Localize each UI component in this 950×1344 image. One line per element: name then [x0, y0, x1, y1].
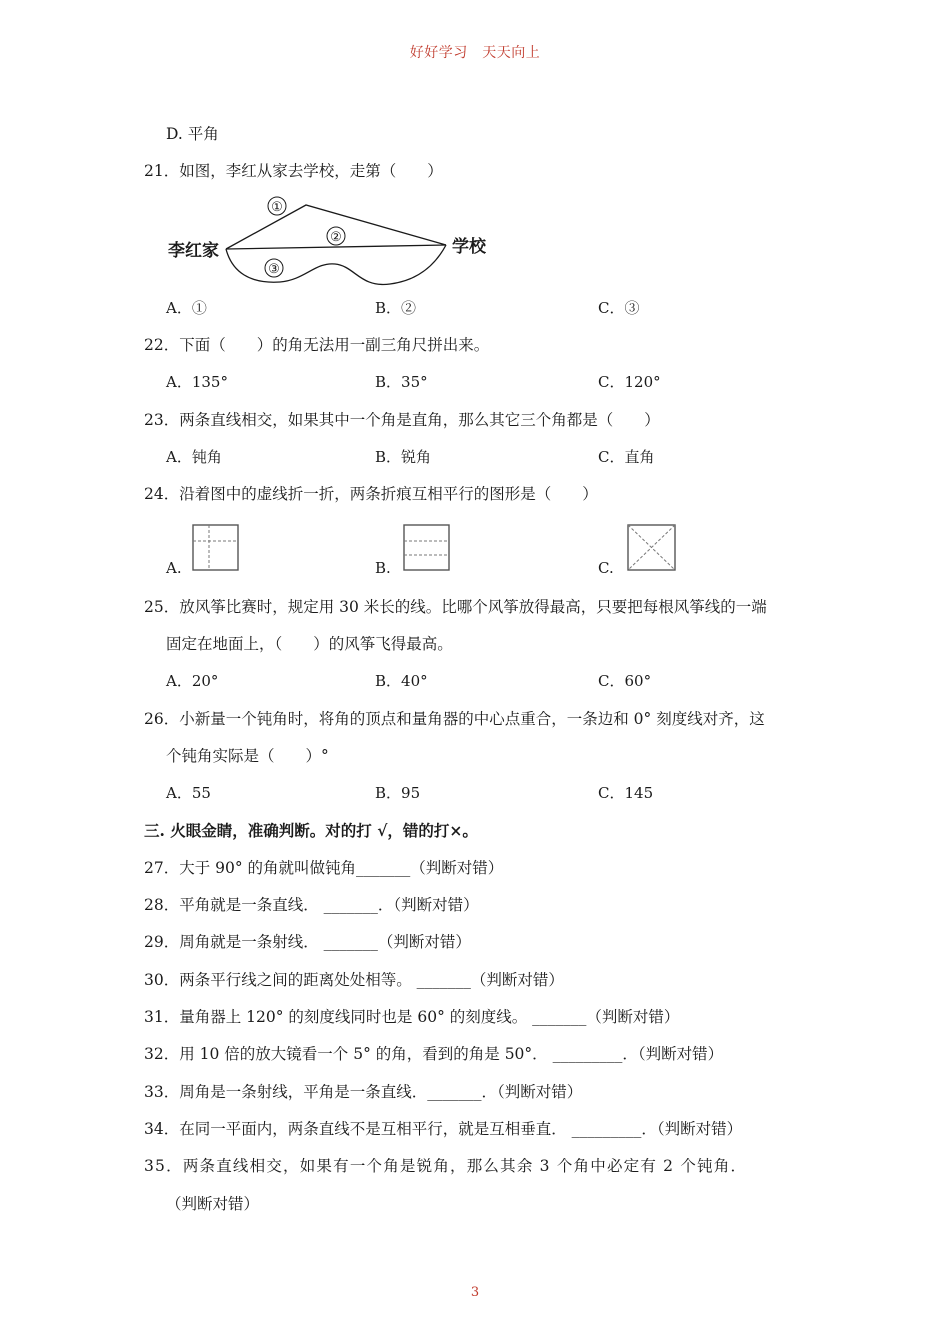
q24-figure-b	[403, 524, 451, 572]
page-header: 好好学习 天天向上	[409, 45, 541, 61]
q32-text: 32．用 10 倍的放大镜看一个 5° 的角，看到的角是 50°． _________．（判断对错）	[144, 1045, 724, 1063]
route-3-label: ③	[268, 262, 280, 277]
q22-option-a: A．135°	[166, 373, 228, 391]
page-number: 3	[470, 1285, 480, 1300]
q23-option-a: A．钝角	[166, 448, 222, 466]
q22-option-c: C．120°	[598, 373, 661, 391]
q26-option-b: B．95	[375, 784, 421, 802]
q35-text: 35．两条直线相交，如果有一个角是锐角，那么其余 3 个角中必定有 2 个钝角．	[144, 1157, 748, 1175]
route-2-label: ②	[330, 230, 342, 245]
q25-line1: 25．放风筝比赛时，规定用 30 米长的线。比哪个风筝放得最高，只要把每根风筝线的一端	[144, 598, 767, 616]
q21-option-c: C．③	[598, 299, 640, 317]
q25-option-c: C．60°	[598, 672, 652, 690]
school-label: 学校	[452, 237, 486, 257]
section-3-heading: 三. 火眼金睛，准确判断。对的打 √，错的打×。	[144, 821, 478, 840]
q25-line2: 固定在地面上，（ ）的风筝飞得最高。	[166, 635, 453, 653]
q23-option-b: B．锐角	[375, 448, 432, 466]
home-label: 李红家	[168, 241, 219, 261]
q21-option-b: B．②	[375, 299, 417, 317]
q24-text: 24．沿着图中的虚线折一折，两条折痕互相平行的图形是（ ）	[144, 485, 598, 503]
route-1-label: ①	[271, 200, 283, 215]
q23-text: 23．两条直线相交，如果其中一个角是直角，那么其它三个角都是（ ）	[144, 411, 660, 429]
q25-option-b: B．40°	[375, 672, 428, 690]
q34-text: 34．在同一平面内，两条直线不是互相平行，就是互相垂直． _________．（判断对错）	[144, 1120, 743, 1138]
q30-text: 30．两条平行线之间的距离处处相等。 _______（判断对错）	[144, 971, 564, 989]
q21-option-a: A．①	[166, 299, 207, 317]
q24-option-a: A.	[166, 559, 182, 577]
q23-option-c: C．直角	[598, 448, 655, 466]
q29-text: 29．周角就是一条射线． _______（判断对错）	[144, 933, 471, 951]
q33-text: 33．周角是一条射线，平角是一条直线．_______．（判断对错）	[144, 1083, 583, 1101]
q26-option-c: C．145	[598, 784, 654, 802]
q24-figure-a	[192, 524, 240, 572]
q24-figure-c	[627, 524, 677, 572]
q21-route-figure	[160, 192, 500, 292]
q26-line2: 个钝角实际是（ ）°	[166, 747, 329, 765]
q20-option-d: D. 平角	[166, 125, 219, 143]
q26-option-a: A．55	[166, 784, 211, 802]
route-3-line	[226, 245, 446, 284]
q24-option-b: B.	[375, 559, 391, 577]
q22-text: 22．下面（ ）的角无法用一副三角尺拼出来。	[144, 336, 490, 354]
q31-text: 31．量角器上 120° 的刻度线同时也是 60° 的刻度线。 _______（判断对错）	[144, 1008, 680, 1026]
route-2-line	[226, 245, 446, 249]
q35-tail: （判断对错）	[166, 1195, 260, 1213]
q27-text: 27．大于 90° 的角就叫做钝角_______（判断对错）	[144, 859, 504, 877]
q25-option-a: A．20°	[166, 672, 219, 690]
q21-text: 21．如图，李红从家去学校，走第（ ）	[144, 162, 443, 180]
q26-line1: 26．小新量一个钝角时，将角的顶点和量角器的中心点重合，一条边和 0° 刻度线对齐，这	[144, 710, 765, 728]
q24-option-c: C.	[598, 559, 614, 577]
q22-option-b: B．35°	[375, 373, 428, 391]
q28-text: 28．平角就是一条直线． _______．（判断对错）	[144, 896, 479, 914]
